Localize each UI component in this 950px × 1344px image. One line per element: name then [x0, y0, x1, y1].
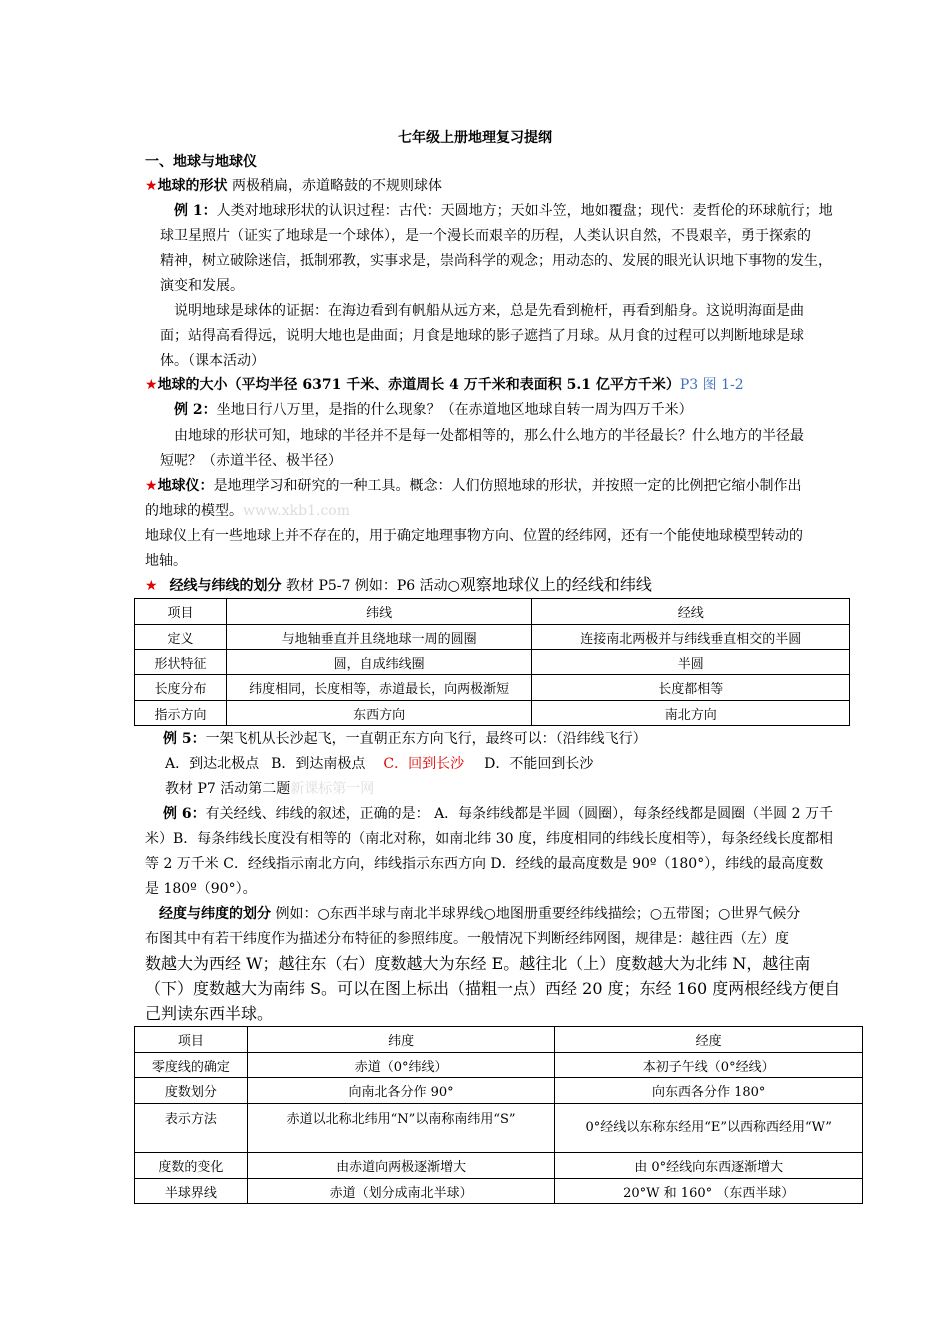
- example5-label: 例 5：: [163, 731, 206, 747]
- table-row: [135, 1153, 863, 1179]
- textbook-p7-line: [165, 779, 374, 799]
- table-cell: 由 0°经线向东西逐渐增大: [555, 1153, 863, 1179]
- star-icon: ★: [145, 178, 158, 194]
- radius-line1: 由地球的形状可知，地球的半径并不是每一处都相等的，那么什么地方的半径最长？什么地方的半径最: [174, 428, 804, 444]
- table-cell: 长度分布: [135, 675, 227, 701]
- table-cell: 赤道（0°纬线）: [247, 1053, 555, 1078]
- degrees-label: 经度与纬度的划分: [159, 906, 271, 922]
- table-cell: 定义: [135, 625, 227, 650]
- circle-icon: ○: [447, 578, 460, 594]
- watermark-text: www.xkb1.com: [243, 503, 350, 519]
- meridian-parallel-label: 经线与纬线的划分: [169, 578, 282, 594]
- table-cell: 表示方法: [135, 1104, 248, 1153]
- table-header-cell: 项目: [135, 1027, 248, 1053]
- table-cell: 向东西各分作 180°: [555, 1078, 863, 1104]
- table-cell: 东西方向: [226, 701, 532, 726]
- example1-line2: 球卫星照片（证实了地球是一个球体），是一个漫长而艰辛的历程，人类认识自然，不畏艰辛，勇于探索的: [160, 228, 811, 244]
- table-cell: 半圆: [532, 650, 850, 675]
- example1-text: 人类对地球形状的认识过程：古代：天圆地方；天如斗笠，地如覆盘；现代：麦哲伦的环球航行；地: [216, 203, 833, 219]
- table-cell: 长度都相等: [532, 675, 850, 701]
- earth-size-label: 地球的大小（平均半径 6371 千米、赤道周长 4 万千米和表面积 5.1 亿平方千米）: [157, 377, 680, 393]
- globe-definition: 是地理学习和研究的一种工具。概念：人们仿照地球的形状，并按照一定的比例把它缩小制作出: [213, 478, 802, 494]
- earth-shape-label: 地球的形状: [157, 178, 228, 194]
- table-cell: 与地轴垂直并且绕地球一周的圆圈: [226, 625, 532, 650]
- globe-line2: [145, 501, 350, 521]
- table-cell: 半球界线: [135, 1179, 248, 1204]
- example1-label: 例 1：: [174, 203, 217, 219]
- table-row: [135, 650, 850, 675]
- example5-options: [165, 754, 593, 774]
- table-cell: 本初子午线（0°经线）: [555, 1053, 863, 1078]
- example2-text: 坐地日行八万里，是指的什么现象？（在赤道地区地球自转一周为四万千米）: [216, 402, 693, 418]
- earth-shape-line: [145, 176, 442, 196]
- table-cell: 0°经线以东称东经用“E”以西称西经用“W”: [555, 1104, 863, 1153]
- example5-text: 一架飞机从长沙起飞，一直朝正东方向飞行，最终可以：（沿纬线飞行）: [205, 731, 647, 747]
- meridian-parallel-table: [134, 598, 850, 726]
- example2-line: [174, 400, 693, 420]
- degrees-line4: （下）度数越大为南纬 S。可以在图上标出（描粗一点）西经 20 度；东经 160 度两根经线方便自: [145, 979, 841, 998]
- example1-line3: 精神，树立破除迷信，抵制邪教，实事求是，崇尚科学的观念；用动态的、发展的眼光认识地下事物的发生，: [160, 253, 832, 269]
- table-cell: 纬度相同，长度相等，赤道最长，向两极渐短: [226, 675, 532, 701]
- table-cell: 形状特征: [135, 650, 227, 675]
- earth-shape-text: 两极稍扁，赤道略鼓的不规则球体: [227, 178, 443, 194]
- meridian-parallel-activity: 观察地球仪上的经线和纬线: [459, 575, 652, 594]
- table-cell: 赤道（划分成南北半球）: [247, 1179, 555, 1204]
- table-header-cell: 经线: [532, 599, 850, 625]
- table-cell: 零度线的确定: [135, 1053, 248, 1078]
- degrees-text: 例如：○东西半球与南北半球界线○地图册重要经纬线描绘；○五带图；○世界气候分: [271, 906, 801, 922]
- evidence-line2: 面；站得高看得远，说明大地也是曲面；月食是地球的影子遮挡了月球。从月食的过程可以判断地球是球: [160, 328, 804, 344]
- example6-line1: [163, 804, 833, 824]
- star-icon: ★: [145, 377, 158, 393]
- table-row: [135, 1053, 863, 1078]
- table-cell: 连接南北两极并与纬线垂直相交的半圆: [532, 625, 850, 650]
- table-row: [135, 1179, 863, 1204]
- degrees-line2: 布图其中有若干纬度作为描述分布特征的参照纬度。一般情况下判断经纬网图，规律是：越往西（左）度: [145, 931, 789, 947]
- table-row: [135, 1104, 863, 1153]
- example2-label: 例 2：: [174, 402, 217, 418]
- option-b: B．到达南极点: [271, 756, 366, 772]
- globe-definition-cont: 的地球的模型。: [145, 503, 243, 519]
- example5-line: [163, 729, 647, 749]
- degrees-line5: 己判读东西半球。: [145, 1004, 274, 1023]
- table-cell: 向南北各分作 90°: [247, 1078, 555, 1104]
- example6-text: 有关经线、纬线的叙述，正确的是： A．每条纬线都是半圆（圆圈），每条经线都是圆圈（半圆 2 万千: [205, 806, 833, 822]
- globe-line1: [145, 476, 802, 496]
- example1-line1: [174, 201, 833, 221]
- earth-size-figure-ref: P3 图 1-2: [679, 377, 744, 393]
- table-header-cell: 纬度: [247, 1027, 555, 1053]
- globe-more-line2: 地轴。: [145, 553, 187, 569]
- example1-line4: 演变和发展。: [160, 278, 244, 294]
- longitude-latitude-table: [134, 1026, 863, 1204]
- table-row: [135, 675, 850, 701]
- table-header-cell: 经度: [555, 1027, 863, 1053]
- textbook-p7-text: 教材 P7 活动第二题: [165, 781, 291, 797]
- table-cell: 圆，自成纬线圈: [226, 650, 532, 675]
- degrees-line1: [159, 904, 800, 924]
- table-cell: 南北方向: [532, 701, 850, 726]
- table-cell: 20°W 和 160° （东西半球）: [555, 1179, 863, 1204]
- option-d: D．不能回到长沙: [484, 756, 594, 772]
- table-row: [135, 1078, 863, 1104]
- example6-line4: 是 180º（90°）。: [145, 881, 257, 897]
- star-icon: ★: [145, 578, 158, 594]
- globe-label: 地球仪：: [157, 478, 214, 494]
- watermark-text: 新课标第一网: [290, 781, 375, 797]
- table-cell: 指示方向: [135, 701, 227, 726]
- table-cell: 由赤道向两极逐渐增大: [247, 1153, 555, 1179]
- globe-more-line1: 地球仪上有一些地球上并不存在的，用于确定地理事物方向、位置的经纬网，还有一个能使地球模型转动的: [145, 528, 803, 544]
- example6-line3: 等 2 万千米 C．经线指示南北方向，纬线指示东西方向 D．经线的最高度数是 90º（180°），纬线的最高度数: [145, 856, 824, 872]
- table-row: [135, 701, 850, 726]
- table-cell: 度数的变化: [135, 1153, 248, 1179]
- table-cell: 赤道以北称北纬用“N”以南称南纬用“S”: [247, 1104, 555, 1153]
- meridian-parallel-heading: [145, 575, 652, 596]
- section-heading-earth-globe: 一、地球与地球仪: [145, 154, 257, 170]
- table-row: [135, 625, 850, 650]
- evidence-line3: 体。（课本活动）: [160, 353, 265, 369]
- table-cell: 度数划分: [135, 1078, 248, 1104]
- example6-line2: 米）B．每条纬线长度没有相等的（南北对称，如南北纬 30 度，纬度相同的纬线长度相等），每条经线长度都相: [145, 831, 834, 847]
- star-icon: ★: [145, 478, 158, 494]
- example6-label: 例 6：: [163, 806, 206, 822]
- table-header-row: [135, 599, 850, 625]
- document-title: 七年级上册地理复习提纲: [398, 130, 552, 146]
- table-header-row: [135, 1027, 863, 1053]
- degrees-line3: 数越大为西经 W；越往东（右）度数越大为东经 E。越往北（上）度数越大为北纬 N，越往南: [145, 954, 811, 973]
- radius-line2: 短呢？（赤道半径、极半径）: [160, 453, 342, 469]
- option-a: A．到达北极点: [165, 756, 260, 772]
- earth-size-line: [145, 375, 744, 395]
- table-header-cell: 项目: [135, 599, 227, 625]
- option-c: C．回到长沙: [383, 756, 465, 772]
- meridian-parallel-ref: 教材 P5-7 例如：P6 活动: [281, 578, 448, 594]
- table-header-cell: 纬线: [226, 599, 532, 625]
- evidence-line1: 说明地球是球体的证据：在海边看到有帆船从远方来，总是先看到桅杆，再看到船身。这说明海面是曲: [174, 303, 804, 319]
